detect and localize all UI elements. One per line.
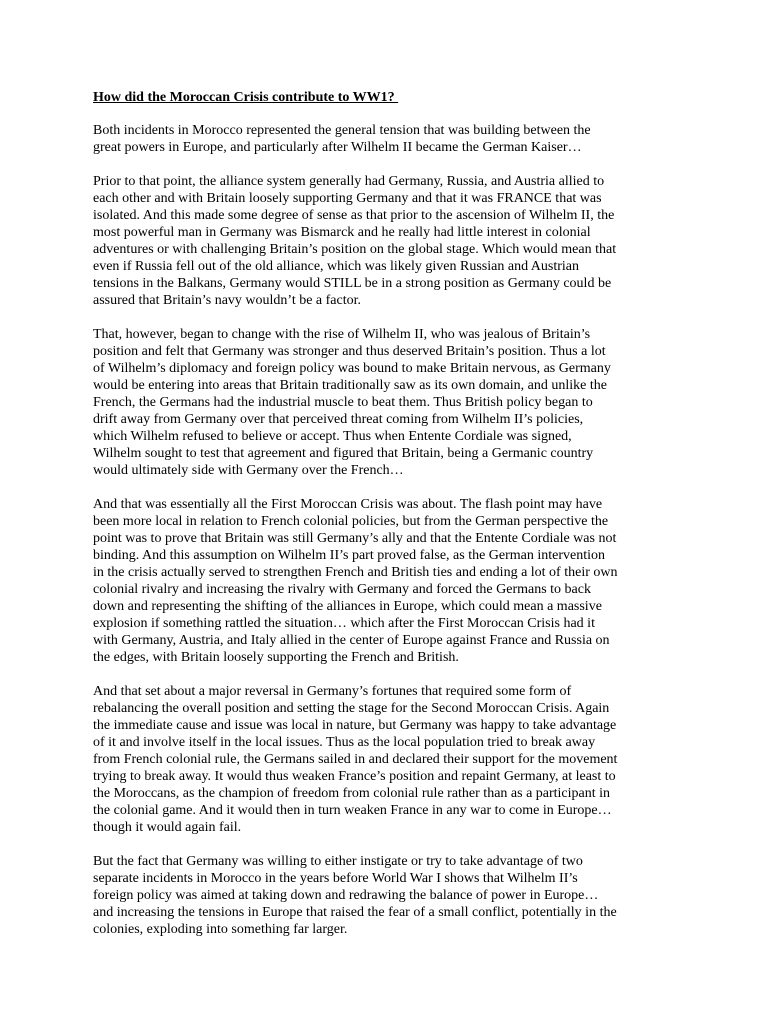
paragraph-line: each other and with Britain loosely supporting Germany and that it was FRANCE that was bbox=[93, 191, 602, 206]
paragraph-line: That, however, began to change with the rise of Wilhelm II, who was jealous of Britain’s bbox=[93, 327, 591, 342]
paragraph-line: tensions in the Balkans, Germany would STILL be in a strong position as Germany could be bbox=[93, 276, 612, 291]
paragraph-line: assured that Britain’s navy wouldn’t be a factor. bbox=[93, 293, 362, 308]
paragraph-line: down and representing the shifting of the alliances in Europe, which could mean a massive bbox=[93, 599, 602, 614]
paragraph-line: And that was essentially all the First Moroccan Crisis was about. The flash point may have bbox=[93, 497, 603, 512]
paragraph-line: would be entering into areas that Britain traditionally saw as its own domain, and unlike the bbox=[93, 378, 607, 393]
paragraph bbox=[93, 122, 683, 156]
paragraph-line: even if Russia fell out of the old alliance, which was likely given Russian and Austrian bbox=[93, 259, 580, 274]
paragraph-line: of it and involve itself in the local issues. Thus as the local population tried to break away bbox=[93, 735, 596, 750]
paragraph-line: with Germany, Austria, and Italy allied in the center of Europe against France and Russia on bbox=[93, 633, 610, 648]
paragraph-line: colonies, exploding into something far larger. bbox=[93, 922, 348, 937]
paragraph-line: great powers in Europe, and particularly after Wilhelm II became the German Kaiser… bbox=[93, 140, 582, 155]
paragraph-line: and increasing the tensions in Europe that raised the fear of a small conflict, potentially in the bbox=[93, 905, 617, 920]
paragraph bbox=[93, 853, 683, 938]
paragraph-line: Both incidents in Morocco represented the general tension that was building between the bbox=[93, 123, 591, 138]
paragraph-line: which Wilhelm refused to believe or accept. Thus when Entente Cordiale was signed, bbox=[93, 429, 572, 444]
paragraph-line: in the crisis actually served to strengthen French and British ties and ending a lot of their own bbox=[93, 565, 618, 580]
paragraph-line: position and felt that Germany was stronger and thus deserved Britain’s position. Thus a lot bbox=[93, 344, 606, 359]
paragraph-line: most powerful man in Germany was Bismarck and he really had little interest in colonial bbox=[93, 225, 591, 240]
paragraph-line: But the fact that Germany was willing to either instigate or try to take advantage of two bbox=[93, 854, 583, 869]
paragraph-line: drift away from Germany over that perceived threat coming from Wilhelm II’s policies, bbox=[93, 412, 584, 427]
paragraph-line: rebalancing the overall position and setting the stage for the Second Moroccan Crisis. Again bbox=[93, 701, 610, 716]
paragraph-line: separate incidents in Morocco in the years before World War I shows that Wilhelm II’s bbox=[93, 871, 578, 886]
paragraph-line: the immediate cause and issue was local in nature, but Germany was happy to take advantage bbox=[93, 718, 617, 733]
paragraph-line: Prior to that point, the alliance system generally had Germany, Russia, and Austria allied to bbox=[93, 174, 605, 189]
paragraph-line: the Moroccans, as the champion of freedom from colonial rule rather than as a participant in bbox=[93, 786, 611, 801]
document-page bbox=[93, 89, 683, 955]
paragraph-line: colonial rivalry and increasing the rivalry with Germany and forced the Germans to back bbox=[93, 582, 591, 597]
paragraph-line: the colonial game. And it would then in turn weaken France in any war to come in Europe… bbox=[93, 803, 612, 818]
paragraph-line: the edges, with Britain loosely supporting the French and British. bbox=[93, 650, 459, 665]
paragraph bbox=[93, 173, 683, 309]
paragraph-line: of Wilhelm’s diplomacy and foreign policy was bound to make Britain nervous, as Germany bbox=[93, 361, 611, 376]
paragraph-line: trying to break away. It would thus weaken France’s position and repaint Germany, at least to bbox=[93, 769, 616, 784]
paragraph-line: And that set about a major reversal in Germany’s fortunes that required some form of bbox=[93, 684, 572, 699]
paragraph-line: point was to prove that Britain was still Germany’s ally and that the Entente Cordiale was not bbox=[93, 531, 617, 546]
paragraph-line: though it would again fail. bbox=[93, 820, 242, 835]
paragraph-line: would ultimately side with Germany over the French… bbox=[93, 463, 404, 478]
paragraph bbox=[93, 326, 683, 479]
paragraph bbox=[93, 496, 683, 666]
paragraph-line: been more local in relation to French colonial policies, but from the German perspective the bbox=[93, 514, 609, 529]
paragraph-line: adventures or with challenging Britain’s position on the global stage. Which would mean that bbox=[93, 242, 617, 257]
paragraph-line: binding. And this assumption on Wilhelm II’s part proved false, as the German intervention bbox=[93, 548, 606, 563]
paragraph bbox=[93, 683, 683, 836]
paragraph-line: Wilhelm sought to test that agreement and figured that Britain, being a Germanic country bbox=[93, 446, 594, 461]
paragraph-line: explosion if something rattled the situation… which after the First Moroccan Crisis had it bbox=[93, 616, 595, 631]
paragraph-line: isolated. And this made some degree of sense as that prior to the ascension of Wilhelm II, the bbox=[93, 208, 615, 223]
document-body bbox=[93, 122, 683, 938]
paragraph-line: foreign policy was aimed at taking down and redrawing the balance of power in Europe… bbox=[93, 888, 599, 903]
document-title: How did the Moroccan Crisis contribute to WW1? bbox=[93, 90, 399, 105]
paragraph-line: French, the Germans had the industrial muscle to beat them. Thus British policy began to bbox=[93, 395, 593, 410]
paragraph-line: from French colonial rule, the Germans sailed in and declared their support for the movement bbox=[93, 752, 618, 767]
